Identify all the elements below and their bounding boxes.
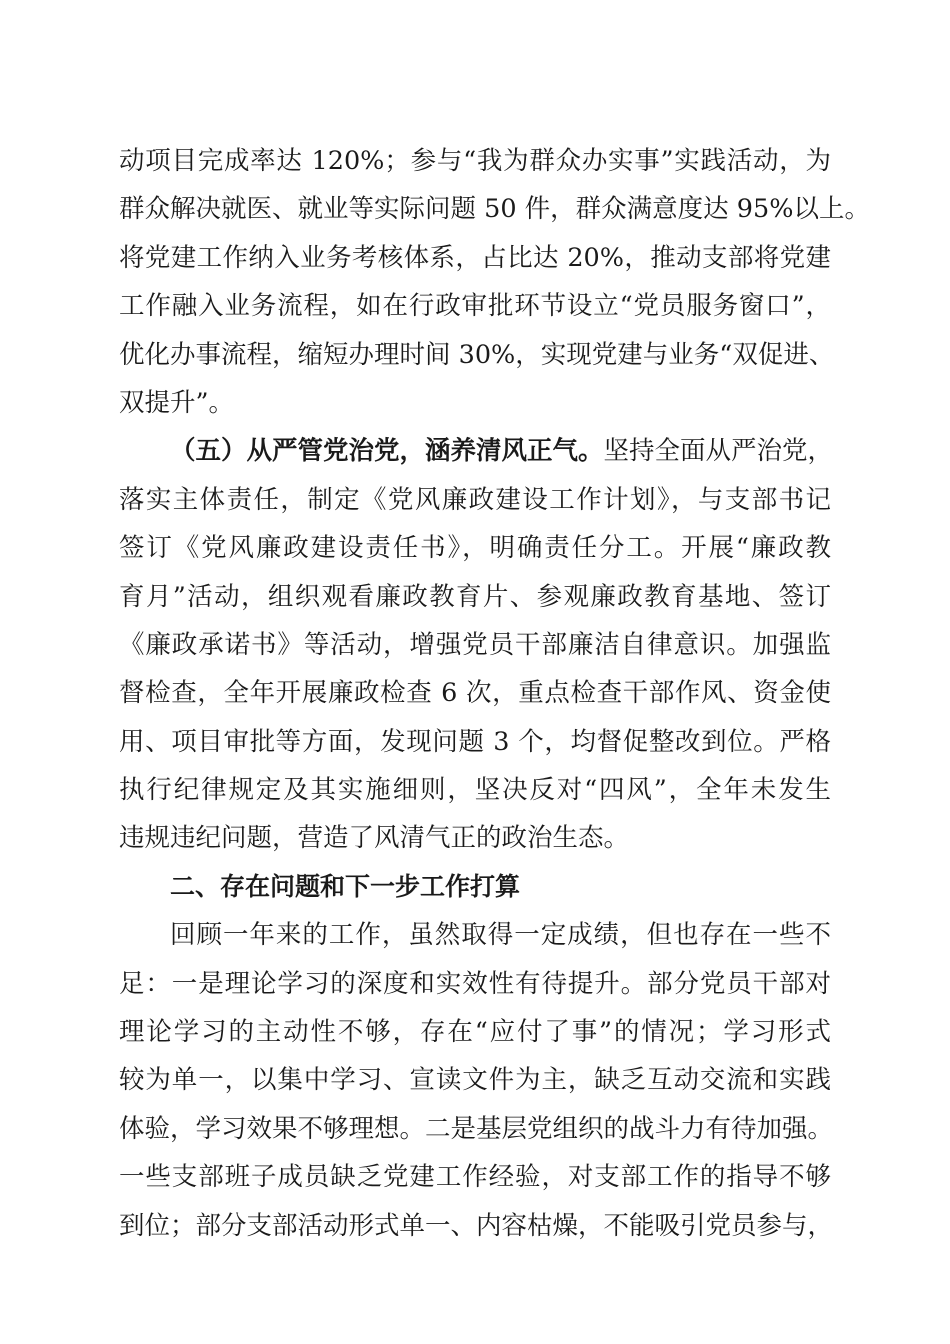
para1-line-2: 群众解决就医、就业等实际问题 50 件，群众满意度达 95%以上。 xyxy=(119,194,870,225)
para2-line-7: 用、项目审批等方面，发现问题 3 个，均督促整改到位。严格 xyxy=(119,726,831,757)
para3-line-2: 足：一是理论学习的深度和实效性有待提升。部分党员干部对 xyxy=(119,968,831,999)
para1-line-1: 动项目完成率达 120%；参与“我为群众办实事”实践活动，为 xyxy=(119,146,831,176)
para2-line-5: 《廉政承诺书》等活动，增强党员干部廉洁自律意识。加强监 xyxy=(119,629,831,660)
para1-line-3: 将党建工作纳入业务考核体系，占比达 20%，推动支部将党建 xyxy=(119,242,831,273)
para3-line-3: 理论学习的主动性不够，存在“应付了事”的情况；学习形式 xyxy=(119,1017,831,1048)
para1-line-6: 双提升”。 xyxy=(119,387,235,418)
para2-line-8: 执行纪律规定及其实施细则，坚决反对“四风”，全年未发生 xyxy=(119,775,831,806)
para2-line-3: 签订《党风廉政建设责任书》，明确责任分工。开展“廉政教 xyxy=(119,533,831,564)
para2-first-line-rest: 坚持全面从严治党， xyxy=(603,436,834,467)
document-body xyxy=(119,137,870,1250)
para2-line-9: 违规违纪问题，营造了风清气正的政治生态。 xyxy=(119,823,630,854)
para3-line-1: 回顾一年来的工作，虽然取得一定成绩，但也存在一些不 xyxy=(170,920,831,951)
para2-line-6: 督检查，全年开展廉政检查 6 次，重点检查干部作风、资金使 xyxy=(119,678,831,709)
para2-first-line xyxy=(119,427,834,475)
para1-line-5: 优化办事流程，缩短办理时间 30%，实现党建与业务“双促进、 xyxy=(119,339,835,370)
para3-line-5: 体验，学习效果不够理想。二是基层党组织的战斗力有待加强。 xyxy=(119,1113,834,1144)
para2-title: （五）从严管党治党，涵养清风正气。 xyxy=(170,436,604,467)
para2-line-4: 育月”活动，组织观看廉政教育片、参观廉政教育基地、签订 xyxy=(119,581,831,612)
para3-line-4: 较为单一，以集中学习、宣读文件为主，缺乏互动交流和实践 xyxy=(119,1065,831,1096)
para3-line-6: 一些支部班子成员缺乏党建工作经验，对支部工作的指导不够 xyxy=(119,1162,831,1193)
para3-line-7: 到位；部分支部活动形式单一、内容枯燥，不能吸引党员参与， xyxy=(119,1210,834,1241)
section-heading: 二、存在问题和下一步工作打算 xyxy=(170,871,521,901)
para1-line-4: 工作融入业务流程，如在行政审批环节设立“党员服务窗口”， xyxy=(119,291,831,322)
para2-line-2: 落实主体责任，制定《党风廉政建设工作计划》，与支部书记 xyxy=(119,484,831,515)
